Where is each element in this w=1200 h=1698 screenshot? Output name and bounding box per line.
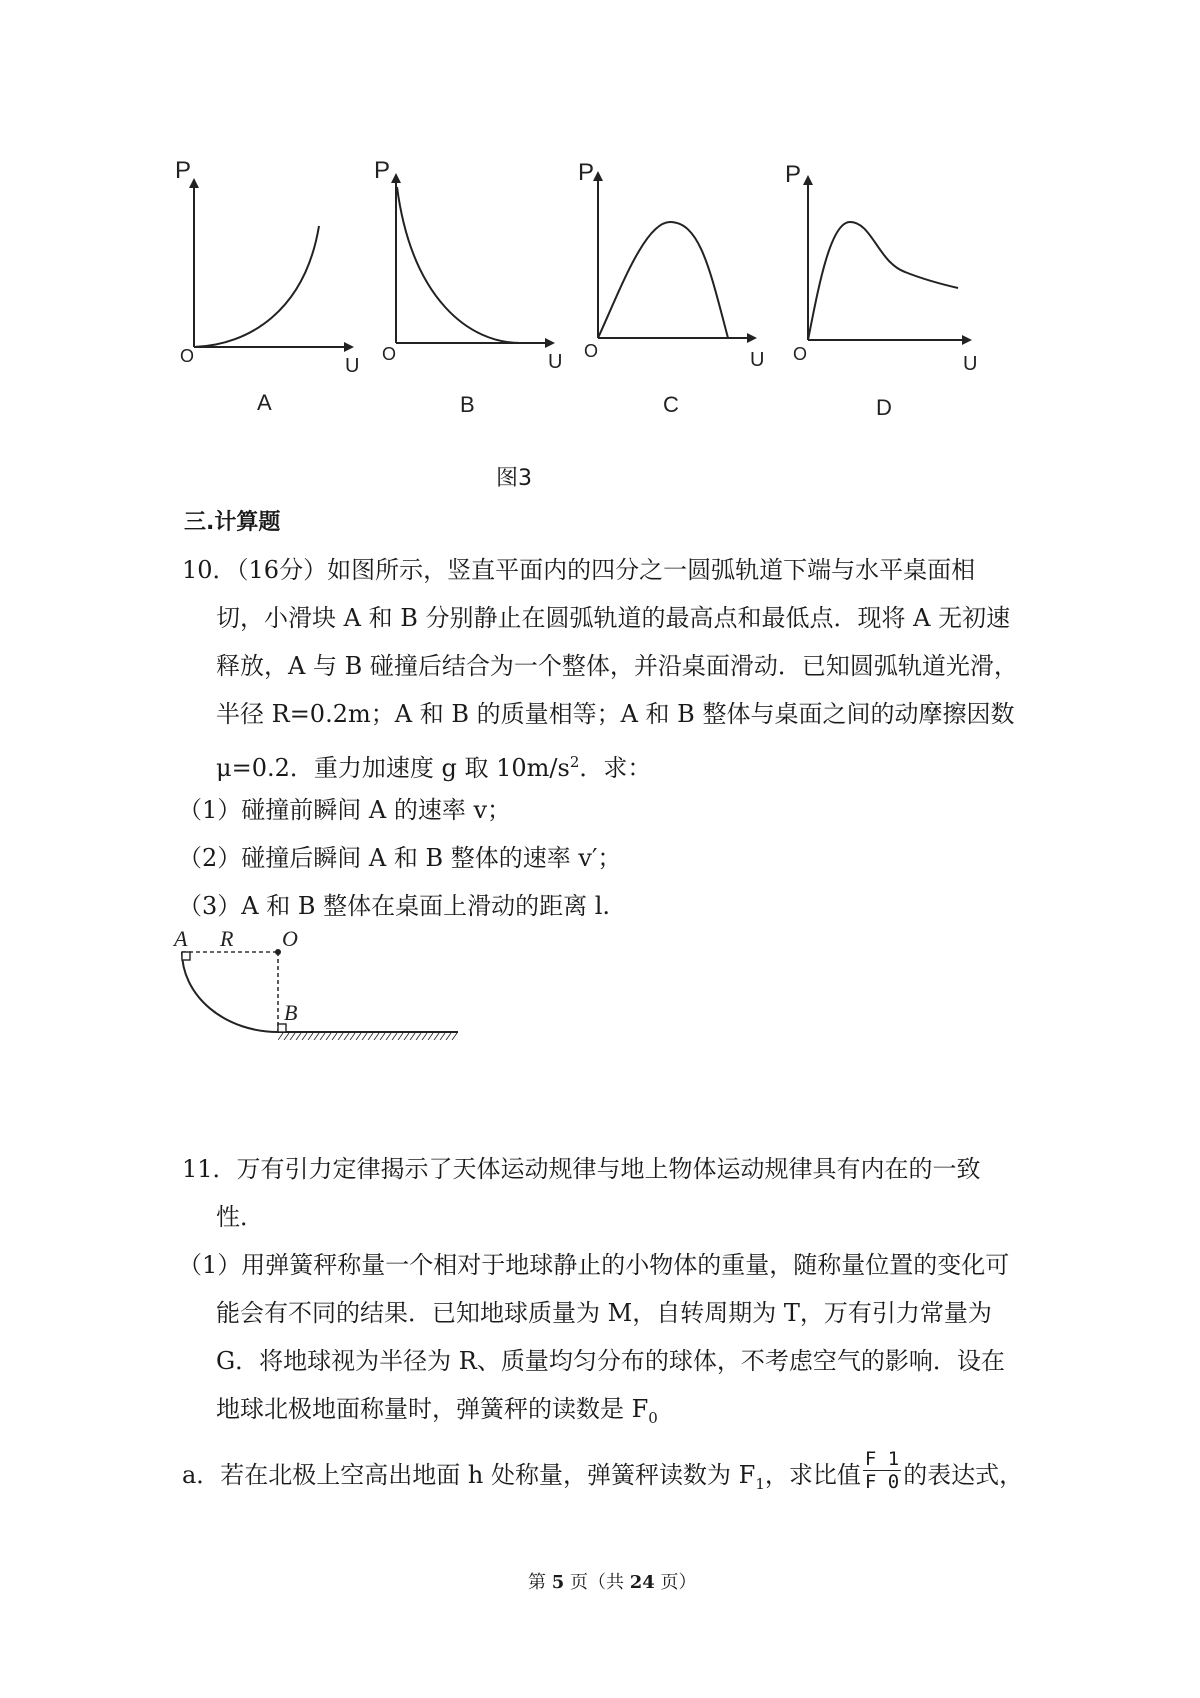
graph-b-origin: O: [382, 344, 397, 364]
table-hatching: [278, 1032, 458, 1040]
q10-line-3: 释放，A 与 B 碰撞后结合为一个整体，并沿桌面滑动．已知圆弧轨道光滑，: [216, 652, 1018, 680]
graph-c-origin: O: [584, 341, 599, 361]
graph-d: [785, 161, 977, 420]
graph-d-label: D: [876, 395, 892, 420]
footer-post: 页）: [660, 1572, 697, 1593]
graph-a: [175, 157, 359, 415]
q10-subquestion-2: （2）碰撞后瞬间 A 和 B 整体的速率 v′；: [178, 844, 622, 872]
graph-c-label: C: [663, 392, 679, 417]
q11-p1-line-1: （1）用弹簧秤称量一个相对于地球静止的小物体的重量，随称量位置的变化可: [178, 1251, 1010, 1279]
q10-line-1: 10．（16分）如图所示，竖直平面内的四分之一圆弧轨道下端与水平桌面相: [182, 556, 976, 584]
graph-a-origin: O: [180, 346, 195, 366]
q11-part-a-end: 的表达式，: [903, 1461, 1024, 1489]
label-o: O: [282, 928, 298, 951]
fraction-numerator: F 1: [864, 1448, 900, 1470]
graph-b-curve: [397, 187, 520, 343]
q11-p1-line-3: G．将地球视为半径为 R、质量均匀分布的球体，不考虑空气的影响．设在: [216, 1347, 1005, 1375]
ratio-fraction: [863, 1448, 901, 1493]
graph-c-curve: [598, 222, 728, 338]
q10-line-5-text: μ=0.2．重力加速度 g 取 10m/s: [216, 754, 570, 782]
graph-a-y-label: P: [175, 157, 192, 184]
q11-part-a-text: a．若在北极上空高出地面 h 处称量，弹簧秤读数为 F: [182, 1461, 756, 1489]
block-b: [278, 1024, 286, 1032]
q11-part-a-mid: ，求比值: [764, 1461, 861, 1489]
arc-track: [182, 952, 278, 1032]
graph-d-x-label: U: [963, 353, 978, 375]
figure-3-graphs: [0, 0, 1200, 460]
graph-b-x-label: U: [548, 351, 563, 373]
q11-f0-subscript: 0: [648, 1408, 658, 1427]
footer-page-number: 5: [551, 1572, 565, 1593]
graph-b: [374, 157, 562, 417]
graph-c-x-label: U: [750, 349, 765, 371]
q11-p1-line-2: 能会有不同的结果．已知地球质量为 M，自转周期为 T，万有引力常量为: [216, 1299, 992, 1327]
graph-d-curve: [808, 222, 958, 340]
graph-d-origin: O: [793, 344, 808, 364]
graph-b-label: B: [460, 392, 475, 417]
q11-p1-line-4-text: 地球北极地面称量时，弹簧秤的读数是 F: [216, 1395, 649, 1423]
q11-line-1: 11．万有引力定律揭示了天体运动规律与地上物体运动规律具有内在的一致: [182, 1155, 981, 1183]
label-b: B: [284, 1000, 298, 1025]
graph-b-y-label: P: [374, 157, 391, 184]
section-title: 三.计算题: [184, 510, 281, 535]
footer-mid: 页（共: [570, 1572, 624, 1593]
q11-line-2: 性．: [216, 1203, 264, 1231]
q11-f1-subscript: 1: [755, 1474, 765, 1493]
graph-d-y-label: P: [785, 161, 802, 188]
center-point-o: [275, 949, 281, 955]
q11-p1-line-4: [216, 1394, 658, 1433]
q10-line-4: 半径 R=0.2m；A 和 B 的质量相等；A 和 B 整体与桌面之间的动摩擦因数: [216, 700, 1015, 728]
label-r: R: [220, 928, 234, 951]
graph-c-y-label: P: [578, 159, 595, 186]
block-a: [182, 952, 190, 960]
page-footer: [528, 1568, 697, 1594]
q11-part-a: [182, 1448, 1024, 1499]
figure-3-caption: 图3: [496, 466, 532, 491]
graph-a-label: A: [257, 390, 272, 415]
q10-line-5-sup: 2: [569, 753, 580, 771]
footer-pre: 第: [528, 1572, 546, 1593]
graph-a-curve: [194, 226, 319, 347]
q10-line-5: [216, 747, 651, 783]
graph-c: [578, 159, 764, 417]
q10-subquestion-1: （1）碰撞前瞬间 A 的速率 v；: [178, 796, 512, 824]
label-a: A: [174, 928, 188, 951]
q10-line-5-end: ．求：: [579, 754, 652, 782]
q10-subquestion-3: （3）A 和 B 整体在桌面上滑动的距离 l.: [178, 892, 611, 920]
graph-a-x-label: U: [345, 355, 360, 377]
q10-track-figure: [170, 928, 470, 1048]
footer-total-pages: 24: [629, 1572, 655, 1593]
fraction-denominator: F 0: [864, 1471, 900, 1493]
q10-line-2: 切，小滑块 A 和 B 分别静止在圆弧轨道的最高点和最低点．现将 A 无初速: [216, 604, 1011, 632]
